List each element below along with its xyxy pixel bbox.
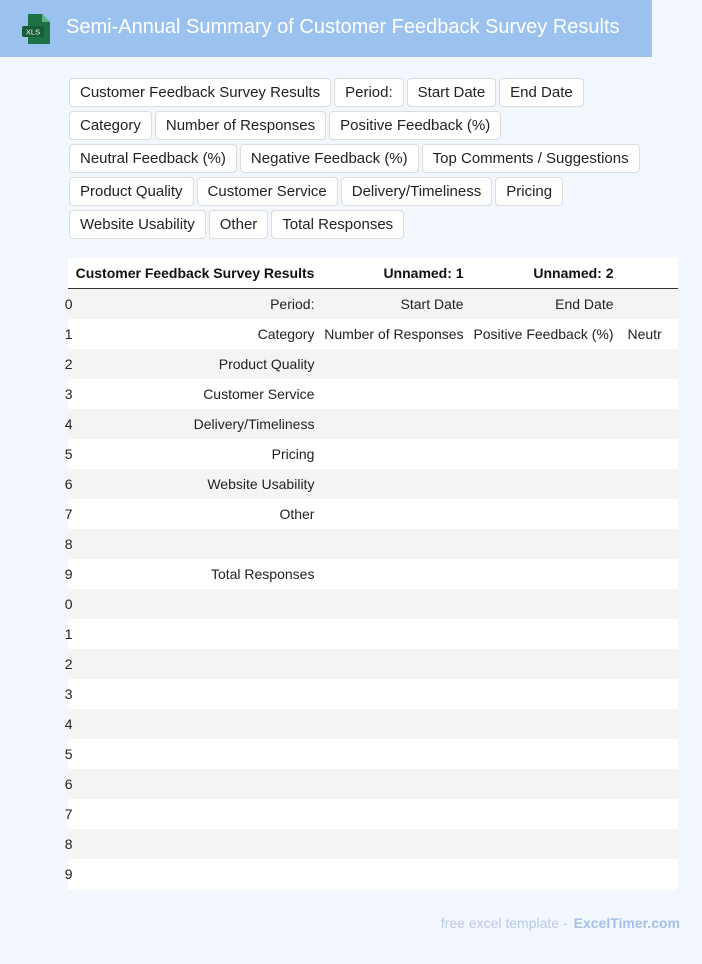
table-cell: Start Date (400, 296, 464, 312)
table-cell (322, 709, 471, 739)
row-index-cell: 9 (64, 566, 73, 582)
table-cell (622, 649, 679, 679)
table-cell: Total Responses (210, 566, 315, 582)
column-header: Unnamed: 1 (322, 258, 471, 289)
table-row (68, 469, 678, 499)
column-tag-chip[interactable]: Total Responses (271, 210, 404, 239)
table-cell (622, 829, 679, 859)
column-tag-chip[interactable]: Other (209, 210, 269, 239)
table-row (68, 349, 678, 379)
table-cell (622, 589, 679, 619)
table-cell (622, 769, 679, 799)
table-cell (622, 469, 679, 499)
row-index-cell: 1 (64, 326, 73, 342)
column-tag-chip[interactable]: Website Usability (69, 210, 206, 239)
table-row (68, 799, 678, 829)
row-index-cell: 2 (64, 656, 73, 672)
table-cell (73, 769, 323, 799)
table-cell (472, 349, 622, 379)
column-tag-chip[interactable]: Category (69, 111, 152, 140)
row-index-cell: 1 (64, 626, 73, 642)
table-row (68, 499, 678, 529)
table-cell (622, 739, 679, 769)
table-cell (472, 739, 622, 769)
table-row (68, 859, 678, 889)
table-cell (322, 439, 471, 469)
column-header (622, 258, 679, 289)
table-cell (322, 859, 471, 889)
table-cell (472, 799, 622, 829)
table-cell (322, 739, 471, 769)
table-cell (622, 859, 679, 889)
table-cell (622, 349, 679, 379)
table-cell (322, 619, 471, 649)
table-cell (622, 439, 679, 469)
row-index-cell: 0 (64, 596, 73, 612)
table-cell: Neutr (627, 326, 662, 342)
table-cell (73, 649, 323, 679)
row-index-cell: 4 (64, 416, 73, 432)
table-cell: Other (279, 506, 315, 522)
row-index-cell: 6 (64, 776, 73, 792)
table-cell (73, 799, 323, 829)
table-cell: Website Usability (207, 476, 315, 492)
table-cell (322, 829, 471, 859)
table-row (68, 409, 678, 439)
table-cell (73, 829, 323, 859)
row-index-cell: 3 (64, 686, 73, 702)
row-index-cell: 0 (64, 296, 73, 312)
table-row (68, 529, 678, 559)
table-cell (472, 589, 622, 619)
table-cell (472, 859, 622, 889)
table-cell (622, 559, 679, 589)
column-tag-chip[interactable]: End Date (499, 78, 584, 107)
row-index-cell: 5 (64, 446, 73, 462)
column-tag-chip[interactable]: Customer Feedback Survey Results (69, 78, 331, 107)
table-cell: Number of Responses (324, 326, 464, 342)
xls-icon-label: XLS (25, 27, 41, 37)
footer-text: free excel template - (440, 915, 568, 931)
table-cell (322, 349, 471, 379)
table-cell (622, 799, 679, 829)
table-row (68, 649, 678, 679)
table-cell (472, 829, 622, 859)
column-header: Unnamed: 2 (472, 258, 622, 289)
data-table (64, 258, 678, 889)
table-cell (322, 379, 471, 409)
table-row (68, 769, 678, 799)
table-row (68, 289, 678, 320)
column-tag-chip[interactable]: Period: (334, 78, 404, 107)
table-cell: Product Quality (218, 356, 315, 372)
column-tag-chip[interactable]: Pricing (495, 177, 563, 206)
row-index-cell: 8 (64, 836, 73, 852)
table-cell (622, 529, 679, 559)
table-cell (622, 379, 679, 409)
table-cell (472, 649, 622, 679)
column-tag-chip[interactable]: Delivery/Timeliness (341, 177, 492, 206)
table-row (68, 319, 678, 349)
table-cell: End Date (555, 296, 614, 312)
table-cell (73, 589, 323, 619)
table-cell (73, 859, 323, 889)
table-cell (622, 409, 679, 439)
table-cell: Delivery/Timeliness (193, 416, 315, 432)
table-cell (472, 439, 622, 469)
table-cell (73, 619, 323, 649)
table-cell (322, 559, 471, 589)
table-cell (322, 499, 471, 529)
table-cell (322, 589, 471, 619)
table-row (68, 379, 678, 409)
table-cell (622, 289, 679, 320)
table-cell (472, 679, 622, 709)
table-cell (322, 799, 471, 829)
table-cell (322, 469, 471, 499)
column-tag-chip[interactable]: Product Quality (69, 177, 194, 206)
table-row (68, 439, 678, 469)
table-cell (73, 739, 323, 769)
row-index-cell: 7 (64, 806, 73, 822)
column-tag-chip[interactable]: Number of Responses (155, 111, 326, 140)
table-cell: Period: (270, 296, 315, 312)
table-cell (322, 679, 471, 709)
column-tag-chip[interactable]: Start Date (407, 78, 497, 107)
table-cell (622, 619, 679, 649)
table-cell (73, 529, 323, 559)
page-header (0, 0, 652, 57)
table-cell (622, 679, 679, 709)
table-cell (472, 409, 622, 439)
footer (441, 915, 680, 931)
table-cell (472, 559, 622, 589)
row-index-cell: 6 (64, 476, 73, 492)
table-cell (472, 379, 622, 409)
table-cell (472, 709, 622, 739)
table-cell: Positive Feedback (%) (473, 326, 614, 342)
column-tags (69, 78, 669, 239)
excel-file-icon (22, 14, 50, 44)
column-tag-chip[interactable]: Positive Feedback (%) (329, 111, 501, 140)
table-cell (322, 649, 471, 679)
table-body (64, 289, 678, 890)
table-cell (73, 679, 323, 709)
table-cell: Pricing (271, 446, 315, 462)
column-tag-chip[interactable]: Negative Feedback (%) (240, 144, 419, 173)
table-row (68, 679, 678, 709)
column-tag-chip[interactable]: Top Comments / Suggestions (422, 144, 640, 173)
row-index-cell: 2 (64, 356, 73, 372)
table-cell (322, 769, 471, 799)
table-cell (622, 499, 679, 529)
table-cell: Category (257, 326, 315, 342)
page-title: Semi-Annual Summary of Customer Feedback Survey Results (66, 16, 620, 38)
table-cell (472, 529, 622, 559)
table-row (68, 829, 678, 859)
row-index-cell: 9 (64, 866, 73, 882)
row-index-cell: 5 (64, 746, 73, 762)
table-cell (472, 619, 622, 649)
row-index-cell: 3 (64, 386, 73, 402)
table-cell (472, 469, 622, 499)
table-row (68, 709, 678, 739)
table-cell (472, 769, 622, 799)
data-table-viewport[interactable] (64, 258, 678, 890)
table-cell: Customer Service (203, 386, 315, 402)
table-row (68, 619, 678, 649)
table-row (68, 739, 678, 769)
table-row (68, 589, 678, 619)
table-row (68, 559, 678, 589)
footer-brand-link[interactable]: ExcelTimer.com (573, 915, 680, 931)
table-header-row (68, 258, 678, 289)
column-tag-chip[interactable]: Neutral Feedback (%) (69, 144, 237, 173)
table-cell (472, 499, 622, 529)
row-index-cell: 8 (64, 536, 73, 552)
table-cell (322, 409, 471, 439)
row-index-cell: 7 (64, 506, 73, 522)
table-cell (73, 709, 323, 739)
column-header: Customer Feedback Survey Results (73, 258, 323, 289)
table-cell (622, 709, 679, 739)
table-cell (322, 529, 471, 559)
row-index-cell: 4 (64, 716, 73, 732)
column-tag-chip[interactable]: Customer Service (197, 177, 338, 206)
